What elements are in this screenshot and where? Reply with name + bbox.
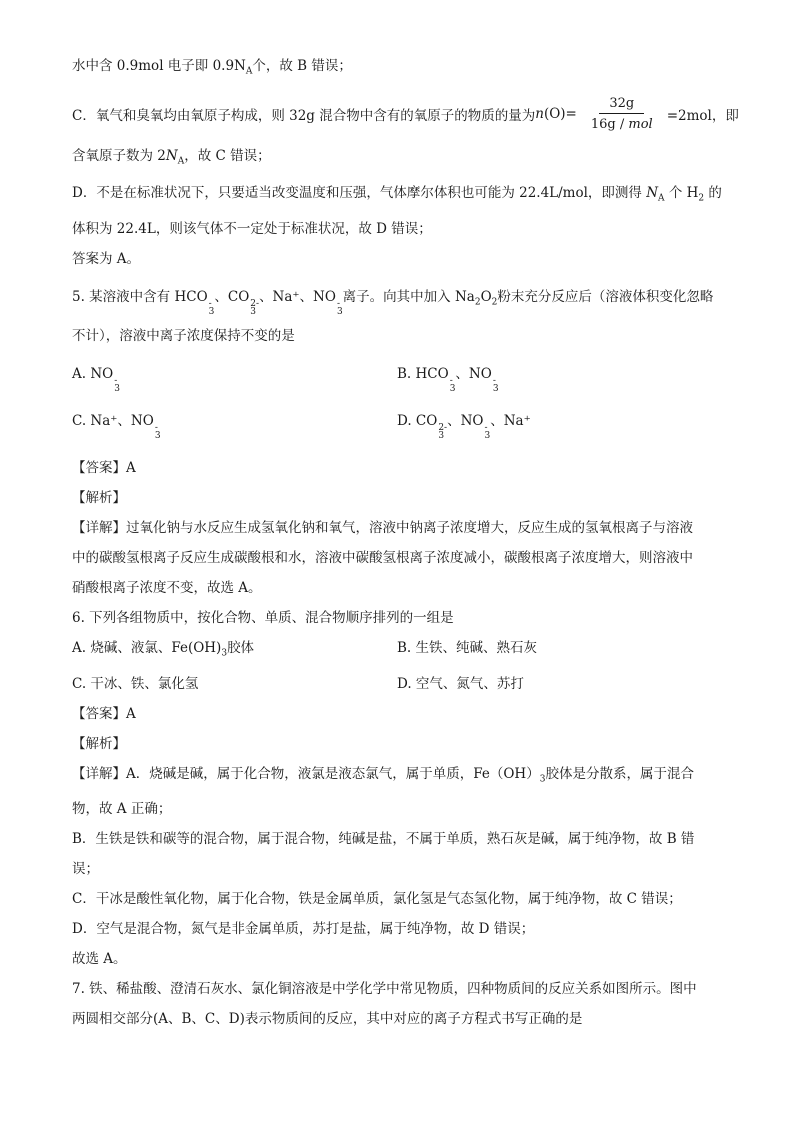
q6-option-a[interactable] bbox=[72, 638, 397, 664]
fraction-denominator bbox=[581, 114, 663, 133]
text: C. Na⁺、NO bbox=[72, 413, 154, 430]
text: 、NO bbox=[455, 366, 492, 383]
sub: 3 bbox=[438, 431, 445, 442]
text: C．氧气和臭氧均由氧原子构成，则 32g 混合物中含有的氧原子的物质的量为 bbox=[72, 107, 536, 124]
q5-options-row1 bbox=[72, 364, 722, 393]
ion-script bbox=[250, 300, 259, 316]
subscript: 3 bbox=[221, 648, 228, 659]
q7-stem-line2: 两圆相交部分(A、B、C、D)表示物质间的反应，其中对应的离子方程式书写正确的是 bbox=[72, 1011, 583, 1028]
text: 、Na⁺ bbox=[490, 413, 531, 430]
q4-option-d-line2: 体积为 22.4L，则该气体不一定处于标准状况，故 D 错误； bbox=[72, 221, 432, 238]
sup: 2- bbox=[438, 423, 448, 434]
italic-n: n bbox=[535, 105, 544, 122]
q6-option-b[interactable]: B. 生铁、纯碱、熟石灰 bbox=[397, 640, 538, 657]
q5-stem-line1 bbox=[72, 287, 722, 316]
q6-options-row2 bbox=[72, 674, 722, 694]
sub: 3 bbox=[154, 431, 161, 442]
q5-option-a[interactable] bbox=[72, 364, 397, 393]
sub: 3 bbox=[250, 307, 257, 318]
text: (O)= bbox=[543, 105, 577, 122]
text: D．不是在标准状况下，只要适当改变温度和压强，气体摩尔体积也可能为 22.4L/mol，即测得 bbox=[72, 185, 647, 202]
text: 水中含 0.9mol 电子即 0.9N bbox=[72, 58, 246, 74]
q5-detail-line3: 硝酸根离子浓度不变，故选 A。 bbox=[72, 580, 262, 597]
text: B. HCO bbox=[397, 366, 449, 383]
text: 胶体是分散系，属于混合 bbox=[545, 765, 694, 782]
q6-detail-line1 bbox=[72, 764, 722, 790]
subscript: 2 bbox=[698, 194, 705, 205]
q6-detail-line2: 物，故 A 正确； bbox=[72, 801, 172, 818]
q5-option-b[interactable] bbox=[397, 364, 722, 393]
sub: 3 bbox=[449, 384, 456, 395]
ion-script bbox=[493, 377, 499, 393]
ion-script bbox=[155, 424, 161, 440]
fraction bbox=[581, 95, 663, 133]
text: 粉末充分反应后（溶液体积变化忽略 bbox=[497, 289, 714, 306]
text: N bbox=[646, 185, 659, 202]
sup: - bbox=[492, 376, 496, 387]
subscript: A bbox=[245, 66, 253, 77]
sup: 2- bbox=[250, 299, 260, 310]
sup: - bbox=[484, 423, 488, 434]
subscript: A bbox=[658, 194, 665, 205]
text: 个，故 B 错误； bbox=[252, 58, 352, 74]
q6-stem: 6. 下列各组物质中，按化合物、单质、混合物顺序排列的一组是 bbox=[72, 610, 454, 627]
sup: - bbox=[154, 423, 158, 434]
sup: - bbox=[449, 376, 453, 387]
text: 、Na⁺、NO bbox=[259, 289, 336, 306]
q5-detail-line2: 中的碳酸氢根离子反应生成碳酸根和水，溶液中碳酸氢根离子浓度减小，碳酸根离子浓度增大，则溶液中 bbox=[72, 550, 693, 567]
sub: 3 bbox=[492, 384, 499, 395]
q6-detail-line3: B．生铁是铁和碳等的混合物，属于混合物，纯碱是盐，不属于单质，熟石灰是碱，属于纯净物，故 B 错 bbox=[72, 831, 695, 848]
text: 【详解】A．烧碱是碱，属于化合物，液氯是液态氯气，属于单质，Fe（OH） bbox=[72, 765, 540, 782]
q6-detail-line5: C．干冰是酸性氧化物，属于化合物，铁是金属单质，氯化氢是气态氢化物，属于纯净物，故 C 错误； bbox=[72, 891, 682, 908]
q5-option-d[interactable] bbox=[397, 411, 722, 440]
sup: - bbox=[114, 376, 118, 387]
text: D. CO bbox=[397, 413, 438, 430]
q6-options-row1 bbox=[72, 638, 722, 664]
q7-stem-line1: 7. 铁、稀盐酸、澄清石灰水、氯化铜溶液是中学化学中常见物质，四种物质间的反应关系如图所示。图中 bbox=[72, 981, 697, 998]
text: A. NO bbox=[72, 366, 114, 383]
subscript: 2 bbox=[491, 297, 498, 308]
q5-options-row2 bbox=[72, 411, 722, 440]
text: 个 H bbox=[664, 185, 699, 202]
q4-option-b-end bbox=[72, 56, 722, 82]
text: ，故 C 错误； bbox=[184, 147, 271, 164]
q6-detail-line7: 故选 A。 bbox=[72, 951, 127, 968]
q6-detail-line4: 误； bbox=[72, 861, 99, 878]
text: mol bbox=[628, 116, 653, 132]
subscript: A bbox=[177, 156, 185, 167]
q6-option-d[interactable]: D. 空气、氮气、苏打 bbox=[397, 675, 524, 692]
text: 胶体 bbox=[227, 640, 255, 657]
text: 离子。向其中加入 Na bbox=[342, 289, 475, 306]
ion-script bbox=[114, 377, 120, 393]
sup: - bbox=[336, 299, 340, 310]
q4-option-c-line bbox=[72, 94, 739, 134]
text: =2mol，即 bbox=[666, 107, 739, 124]
text: 、NO bbox=[447, 413, 484, 430]
q6-analysis-label: 【解析】 bbox=[72, 735, 126, 752]
sub: 3 bbox=[484, 431, 491, 442]
q5-analysis-label: 【解析】 bbox=[72, 490, 126, 507]
text: N bbox=[165, 147, 178, 164]
q6-option-c[interactable]: C. 干冰、铁、氯化氢 bbox=[72, 675, 199, 692]
subscript: 3 bbox=[539, 774, 546, 785]
fraction-numerator: 32g bbox=[599, 95, 644, 114]
subscript: 2 bbox=[474, 297, 481, 308]
text: A. 烧碱、液氯、Fe(OH) bbox=[72, 640, 222, 657]
q4-option-d-line1 bbox=[72, 183, 722, 209]
sub: 3 bbox=[208, 307, 215, 318]
q5-detail-line1: 【详解】过氧化钠与水反应生成氢氧化钠和氧气，溶液中钠离子浓度增大，反应生成的氢氧根离子与溶液 bbox=[72, 520, 693, 537]
text: 的 bbox=[704, 185, 722, 202]
q4-answer: 答案为 A。 bbox=[72, 251, 141, 268]
sup: - bbox=[208, 299, 212, 310]
q5-stem-line2: 不计），溶液中离子浓度保持不变的是 bbox=[72, 328, 295, 345]
ion-script bbox=[438, 424, 447, 440]
q4-option-c-end bbox=[72, 146, 722, 172]
sub: 3 bbox=[114, 384, 120, 395]
q6-detail-line6: D．空气是混合物，氮气是非金属单质，苏打是盐，属于纯净物，故 D 错误； bbox=[72, 921, 535, 938]
sub: 3 bbox=[336, 307, 343, 318]
q5-option-c[interactable] bbox=[72, 411, 397, 440]
text: 含氧原子数为 2 bbox=[72, 147, 166, 164]
text: 16g / bbox=[590, 116, 629, 132]
text: 5. 某溶液中含有 HCO bbox=[72, 289, 208, 306]
document-page bbox=[72, 56, 739, 1029]
q5-answer: 【答案】A bbox=[72, 460, 136, 477]
q6-answer: 【答案】A bbox=[72, 705, 136, 722]
text: 、CO bbox=[214, 289, 250, 306]
text: O bbox=[480, 289, 492, 306]
